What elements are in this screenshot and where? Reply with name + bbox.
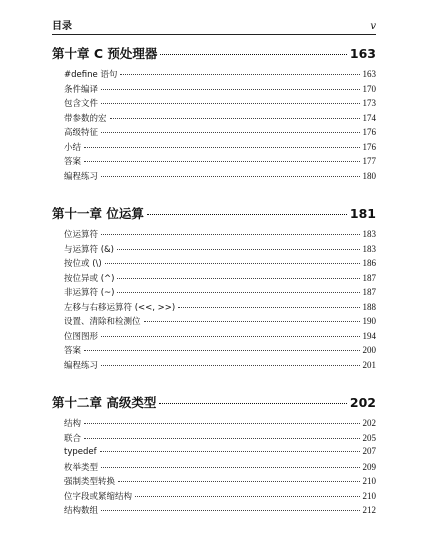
dot-leader xyxy=(101,89,359,90)
dot-leader xyxy=(147,214,347,215)
toc-entry[interactable] xyxy=(52,112,376,127)
toc-entry[interactable] xyxy=(52,301,376,316)
entry-title: 答案 xyxy=(64,157,82,167)
entry-page-number: 194 xyxy=(362,330,376,341)
dot-leader xyxy=(105,263,360,264)
entry-page-number: 212 xyxy=(362,505,376,515)
entry-page-number: 201 xyxy=(362,359,376,370)
toc-entry[interactable] xyxy=(52,243,376,258)
entry-page-number: 209 xyxy=(362,461,376,472)
entry-title: 按位异或 (^) xyxy=(64,273,115,284)
chapter-heading[interactable] xyxy=(52,44,376,66)
entry-page-number: 210 xyxy=(362,490,376,501)
toc-entry[interactable] xyxy=(52,83,376,98)
toc-entry[interactable] xyxy=(52,344,376,359)
toc-entry[interactable] xyxy=(52,286,376,301)
dot-leader xyxy=(101,467,359,468)
dot-leader xyxy=(110,118,360,119)
dot-leader xyxy=(144,321,360,322)
chapter-section xyxy=(52,204,376,373)
entry-title: 带参数的宏 xyxy=(64,113,107,124)
entry-page-number: 210 xyxy=(362,476,376,486)
entry-page-number: 174 xyxy=(362,112,376,123)
entry-page-number: 187 xyxy=(362,287,376,297)
entry-page-number: 187 xyxy=(362,272,376,283)
dot-leader xyxy=(101,365,359,366)
toc-entry[interactable] xyxy=(52,228,376,243)
page-header xyxy=(52,14,376,32)
entry-page-number: 186 xyxy=(362,258,376,268)
entry-page-number: 180 xyxy=(362,170,376,181)
entry-page-number: 200 xyxy=(362,345,376,355)
chapter-section xyxy=(52,44,376,184)
chapter-heading[interactable] xyxy=(52,204,376,226)
entry-title: 编程练习 xyxy=(64,171,99,182)
dot-leader xyxy=(101,103,359,104)
dot-leader xyxy=(84,423,359,424)
entry-title: 高级特征 xyxy=(64,128,99,138)
entry-title: 与运算符 (&) xyxy=(64,244,114,255)
dot-leader xyxy=(118,481,359,482)
toc-entry[interactable] xyxy=(52,126,376,141)
entry-page-number: 205 xyxy=(362,432,376,443)
entry-page-number: 207 xyxy=(362,446,376,456)
entry-page-number: 163 xyxy=(362,69,376,79)
entry-page-number: 190 xyxy=(362,316,376,326)
chapter-title: 第十二章 高级类型 xyxy=(52,395,157,410)
entry-title: 位图图形 xyxy=(64,331,99,342)
entry-title: 按位或 (\) xyxy=(64,259,102,269)
entry-page-number: 188 xyxy=(362,301,376,312)
toc-entry[interactable] xyxy=(52,330,376,345)
toc-entry[interactable] xyxy=(52,272,376,287)
entry-page-number: 202 xyxy=(362,418,376,428)
toc-entry[interactable] xyxy=(52,446,376,461)
header-title: 目录 xyxy=(52,21,72,32)
entry-title: 编程练习 xyxy=(64,360,99,371)
dot-leader xyxy=(84,147,359,148)
dot-leader xyxy=(101,132,359,133)
dot-leader xyxy=(117,278,359,279)
dot-leader xyxy=(117,292,359,293)
toc-entry[interactable] xyxy=(52,504,376,519)
entry-title: 非运算符 (~) xyxy=(64,288,115,298)
chapter-page-number: 202 xyxy=(349,395,376,410)
toc-entry[interactable] xyxy=(52,359,376,374)
entry-page-number: 173 xyxy=(362,98,376,108)
header-page-number: v xyxy=(370,21,376,32)
entry-title: 条件编译 xyxy=(64,84,99,95)
toc-entry[interactable] xyxy=(52,155,376,170)
toc-entry[interactable] xyxy=(52,461,376,476)
toc-entry[interactable] xyxy=(52,141,376,156)
dot-leader xyxy=(159,403,347,404)
entry-page-number: 176 xyxy=(362,127,376,137)
entry-title: #define 语句 xyxy=(64,70,118,80)
dot-leader xyxy=(135,496,359,497)
entry-title: 位运算符 xyxy=(64,230,99,240)
dot-leader xyxy=(160,54,347,55)
toc-entry[interactable] xyxy=(52,257,376,272)
dot-leader xyxy=(101,176,359,177)
dot-leader xyxy=(101,510,359,511)
dot-leader xyxy=(84,161,359,162)
table-of-contents xyxy=(52,44,376,539)
entry-title: 答案 xyxy=(64,346,82,356)
toc-entry[interactable] xyxy=(52,490,376,505)
entry-page-number: 176 xyxy=(362,141,376,152)
entry-page-number: 183 xyxy=(362,243,376,254)
chapter-heading[interactable] xyxy=(52,393,376,415)
dot-leader xyxy=(84,350,359,351)
entry-title: 小结 xyxy=(64,142,82,153)
entry-title: 包含文件 xyxy=(64,99,99,109)
dot-leader xyxy=(100,451,360,452)
dot-leader xyxy=(101,234,359,235)
chapter-title: 第十一章 位运算 xyxy=(52,206,144,221)
entry-title: 结构数组 xyxy=(64,506,99,516)
entry-page-number: 177 xyxy=(362,156,376,166)
dot-leader xyxy=(120,74,359,75)
chapter-title: 第十章 C 预处理器 xyxy=(52,46,158,61)
toc-entry[interactable] xyxy=(52,170,376,185)
toc-entry[interactable] xyxy=(52,68,376,83)
entry-title: 枚举类型 xyxy=(64,462,99,473)
header-rule xyxy=(52,34,376,35)
chapter-section xyxy=(52,393,376,519)
chapter-page-number: 163 xyxy=(349,46,376,61)
entry-title: 强制类型转换 xyxy=(64,477,116,487)
entry-title: 联合 xyxy=(64,433,82,444)
entry-page-number: 183 xyxy=(362,229,376,239)
toc-entry[interactable] xyxy=(52,315,376,330)
toc-entry[interactable] xyxy=(52,475,376,490)
entry-title: 位字段或紧缩结构 xyxy=(64,491,133,502)
dot-leader xyxy=(117,249,360,250)
toc-entry[interactable] xyxy=(52,97,376,112)
entry-title: typedef xyxy=(64,447,97,457)
dot-leader xyxy=(178,307,359,308)
entry-title: 结构 xyxy=(64,419,82,429)
dot-leader xyxy=(101,336,359,337)
entry-title: 设置、清除和检测位 xyxy=(64,317,141,327)
chapter-page-number: 181 xyxy=(349,206,376,221)
toc-entry[interactable] xyxy=(52,417,376,432)
dot-leader xyxy=(84,438,359,439)
toc-entry[interactable] xyxy=(52,432,376,447)
entry-title: 左移与右移运算符 (<<, >>) xyxy=(64,302,176,313)
entry-page-number: 170 xyxy=(362,83,376,94)
